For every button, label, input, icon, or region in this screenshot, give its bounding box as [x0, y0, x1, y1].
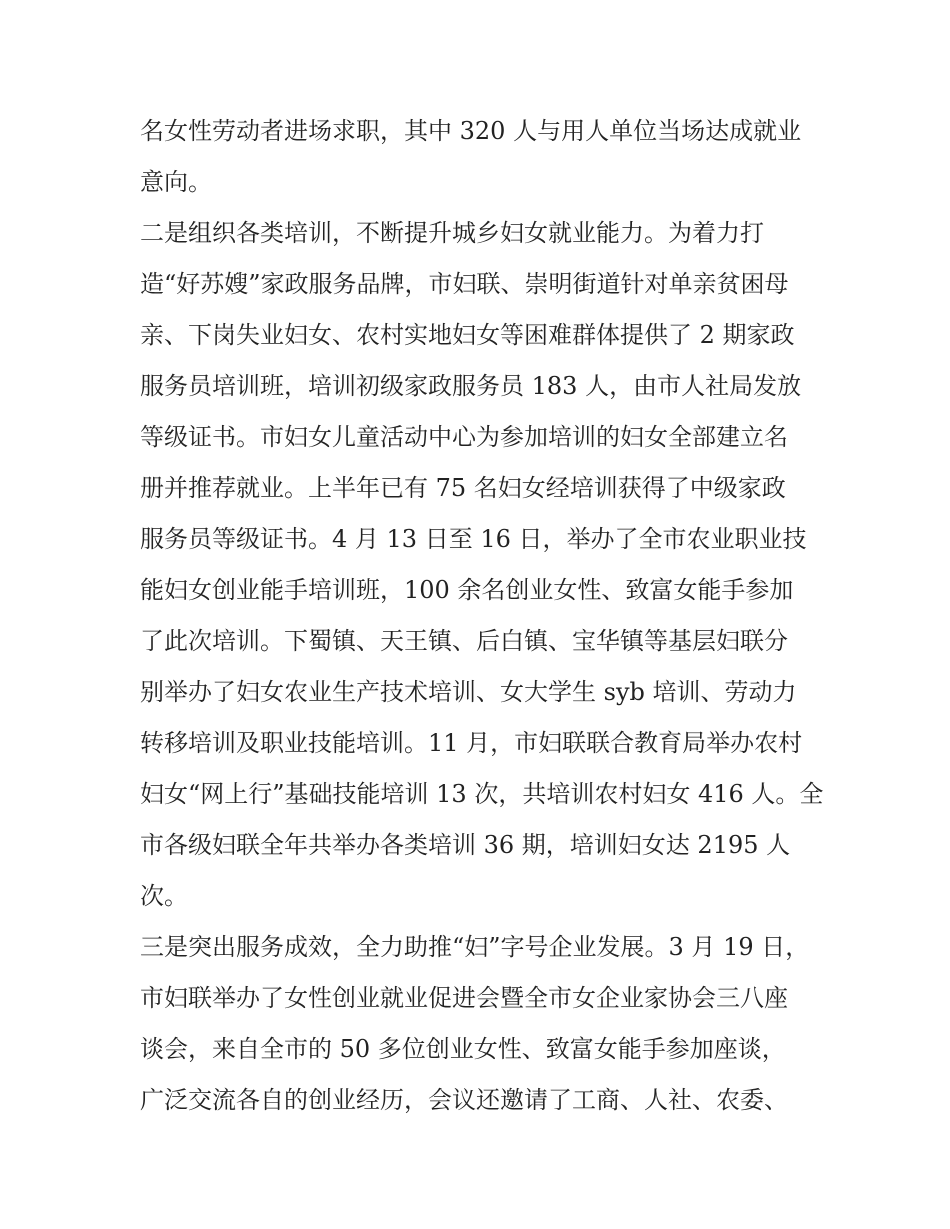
text-line: 谈会，来自全市的 50 多位创业女性、致富女能手参加座谈， [140, 1035, 786, 1063]
text-line: 妇女“网上行”基础技能培训 13 次，共培训农村妇女 416 人。全 [140, 780, 824, 808]
text-line: 广泛交流各自的创业经历，会议还邀请了工商、人社、农委、 [140, 1086, 788, 1114]
text-line: 服务员培训班，培训初级家政服务员 183 人，由市人社局发放 [140, 372, 802, 400]
text-line: 市各级妇联全年共举办各类培训 36 期，培训妇女达 2195 人 [140, 831, 791, 859]
text-line: 名女性劳动者进场求职，其中 320 人与用人单位当场达成就业 [140, 117, 802, 145]
text-line: 亲、下岗失业妇女、农村实地妇女等困难群体提供了 2 期家政 [140, 321, 795, 349]
body-text [140, 106, 824, 1126]
text-line: 转移培训及职业技能培训。11 月，市妇联联合教育局举办农村 [140, 729, 803, 757]
text-line: 能妇女创业能手培训班，100 余名创业女性、致富女能手参加 [140, 576, 794, 604]
text-line: 等级证书。市妇女儿童活动中心为参加培训的妇女全部建立名 [140, 423, 788, 451]
text-line: 了此次培训。下蜀镇、天王镇、后白镇、宝华镇等基层妇联分 [140, 627, 788, 655]
text-line: 次。 [140, 882, 188, 910]
text-line: 三是突出服务成效，全力助推“妇”字号企业发展。3 月 19 日， [140, 933, 810, 961]
text-line: 服务员等级证书。4 月 13 日至 16 日，举办了全市农业职业技 [140, 525, 807, 553]
text-line: 市妇联举办了女性创业就业促进会暨全市女企业家协会三八座 [140, 984, 788, 1012]
text-line: 别举办了妇女农业生产技术培训、女大学生 syb 培训、劳动力 [140, 678, 797, 706]
text-line: 册并推荐就业。上半年已有 75 名妇女经培训获得了中级家政 [140, 474, 786, 502]
text-line: 二是组织各类培训，不断提升城乡妇女就业能力。为着力打 [140, 219, 764, 247]
text-line: 造“好苏嫂”家政服务品牌，市妇联、崇明街道针对单亲贫困母 [140, 270, 789, 298]
text-line: 意向。 [140, 168, 212, 196]
